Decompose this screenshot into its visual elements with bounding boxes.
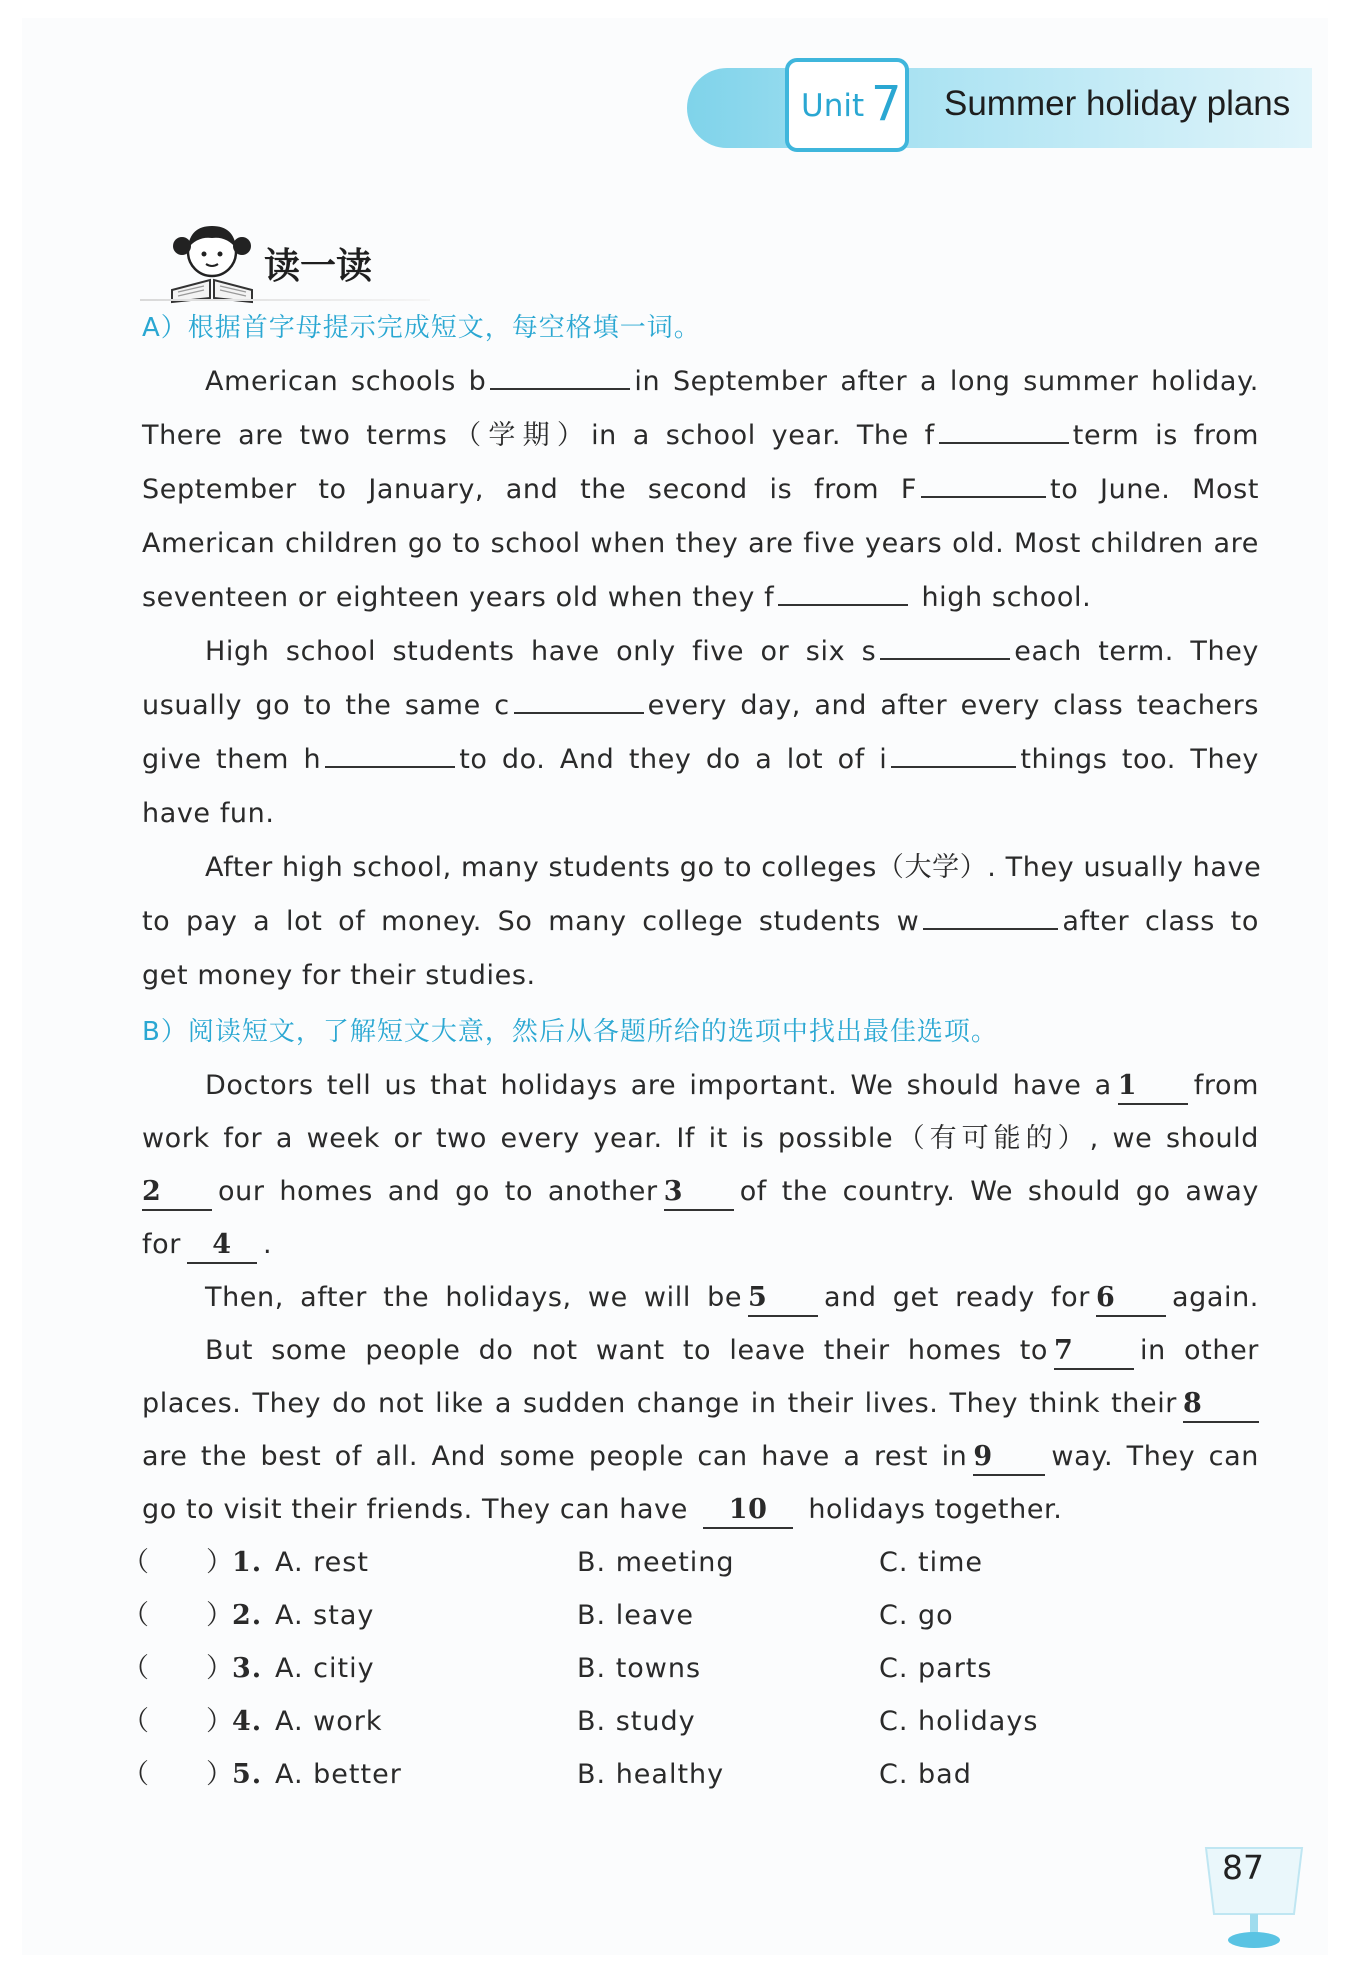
answer-blank[interactable] <box>923 928 1058 930</box>
part-b-line-7 <box>142 1384 1259 1424</box>
question-number: 2. <box>232 1600 263 1631</box>
answer-blank[interactable] <box>490 388 630 390</box>
part-a-instruction: A）根据首字母提示完成短文，每空格填一词。 <box>142 313 701 343</box>
text: high school. <box>921 582 1092 613</box>
option-c[interactable]: C. time <box>879 1547 984 1578</box>
text: . <box>262 1229 273 1260</box>
answer-blank[interactable] <box>514 712 644 714</box>
question-number: 1. <box>232 1547 263 1578</box>
option-b[interactable]: B. leave <box>577 1600 694 1631</box>
text: High school students have only five or six s <box>205 636 877 667</box>
answer-blank[interactable] <box>939 442 1069 444</box>
text: every day, and after every class teachers <box>647 690 1259 721</box>
workbook-page <box>22 18 1328 1955</box>
part-a-line-4: American children go to school when they are five years old. Most children are <box>142 528 1259 559</box>
option-c[interactable]: C. parts <box>879 1653 993 1684</box>
numbered-blank[interactable]: 3 <box>664 1175 734 1211</box>
numbered-blank[interactable]: 1 <box>1118 1069 1188 1105</box>
text: September to January, and the second is from F <box>142 474 918 505</box>
part-a-line-3 <box>142 470 1259 510</box>
text: our homes and go to another <box>218 1176 658 1207</box>
part-a-line-10: After high school, many students go to colleges（大学）. They usually have <box>205 852 1262 883</box>
text: for <box>142 1229 181 1260</box>
answer-blank[interactable] <box>921 496 1046 498</box>
part-a-line-12: get money for their studies. <box>142 960 536 991</box>
option-a[interactable]: A. work <box>275 1706 383 1737</box>
text: go to visit their friends. They can have <box>142 1494 688 1525</box>
text: Doctors tell us that holidays are important. We should have a <box>205 1070 1112 1101</box>
text: But some people do not want to leave their homes to <box>205 1335 1049 1366</box>
page-number: 87 <box>1222 1848 1264 1887</box>
unit-badge <box>785 58 909 152</box>
text: in September after a long summer holiday. <box>634 366 1259 397</box>
text: seventeen or eighteen years old when they f <box>142 582 775 613</box>
text: There are two terms（学期）in a school year. The f <box>142 420 935 451</box>
answer-blank[interactable] <box>891 766 1016 768</box>
numbered-blank[interactable]: 6 <box>1096 1281 1166 1317</box>
question-number: 3. <box>232 1653 263 1684</box>
option-a[interactable]: A. citiy <box>275 1653 375 1684</box>
question-number: 5. <box>232 1759 263 1790</box>
part-b-line-2: work for a week or two every year. If it is possible（有可能的）, we should <box>142 1123 1259 1154</box>
answer-blank[interactable] <box>325 766 455 768</box>
text: after class to <box>1062 906 1259 937</box>
text: holidays together. <box>808 1494 1063 1525</box>
part-a-line-7 <box>142 686 1259 726</box>
question-number: 4. <box>232 1706 263 1737</box>
text: things too. They <box>1020 744 1260 775</box>
part-b-line-8 <box>142 1437 1259 1477</box>
part-b-line-6 <box>205 1331 1259 1371</box>
section-divider <box>140 299 430 301</box>
unit-title: Summer holiday plans <box>944 84 1291 123</box>
numbered-blank[interactable]: 9 <box>973 1440 1045 1476</box>
numbered-blank[interactable]: 2 <box>142 1175 212 1211</box>
unit-word: Unit <box>801 88 865 124</box>
option-c[interactable]: C. holidays <box>879 1706 1039 1737</box>
numbered-blank[interactable]: 8 <box>1183 1387 1259 1423</box>
part-a-line-1 <box>205 362 1259 402</box>
text: places. They do not like a sudden change in their lives. They think their <box>142 1388 1177 1419</box>
text: again. <box>1171 1282 1259 1313</box>
part-b-line-3 <box>142 1172 1259 1212</box>
text: American schools b <box>205 366 487 397</box>
part-a-line-8 <box>142 740 1259 780</box>
text: of the country. We should go away <box>739 1176 1259 1207</box>
answer-paren[interactable]: （ ） <box>122 1653 234 1684</box>
part-b-instruction: B）阅读短文，了解短文大意，然后从各题所给的选项中找出最佳选项。 <box>142 1017 998 1047</box>
text: each term. They <box>1014 636 1259 667</box>
part-b-line-4 <box>142 1225 1259 1265</box>
text: are the best of all. And some people can have a rest in <box>142 1441 968 1472</box>
text: usually go to the same c <box>142 690 510 721</box>
part-b-line-5 <box>205 1278 1259 1318</box>
answer-paren[interactable]: （ ） <box>122 1547 234 1578</box>
text: to do. And they do a lot of i <box>459 744 888 775</box>
girl-reading-icon <box>160 218 262 304</box>
answer-blank[interactable] <box>778 604 908 606</box>
option-b[interactable]: B. healthy <box>577 1759 725 1790</box>
option-b[interactable]: B. meeting <box>577 1547 735 1578</box>
numbered-blank[interactable]: 7 <box>1054 1334 1134 1370</box>
text: give them h <box>142 744 322 775</box>
text: to June. Most <box>1050 474 1260 505</box>
part-a-line-11 <box>142 902 1259 942</box>
numbered-blank[interactable]: 10 <box>703 1493 793 1529</box>
text: from <box>1193 1070 1259 1101</box>
part-a-line-6 <box>205 632 1259 672</box>
option-b[interactable]: B. study <box>577 1706 696 1737</box>
text: way. They can <box>1051 1441 1259 1472</box>
part-b-line-9 <box>142 1490 1259 1530</box>
answer-paren[interactable]: （ ） <box>122 1759 234 1790</box>
part-a-line-2 <box>142 416 1259 456</box>
answer-paren[interactable]: （ ） <box>122 1706 234 1737</box>
numbered-blank[interactable]: 5 <box>748 1281 818 1317</box>
unit-number: 7 <box>871 76 902 132</box>
text: in other <box>1140 1335 1259 1366</box>
option-a[interactable]: A. better <box>275 1759 402 1790</box>
text: Then, after the holidays, we will be <box>205 1282 743 1313</box>
option-b[interactable]: B. towns <box>577 1653 702 1684</box>
part-a-line-5 <box>142 578 1259 618</box>
option-c[interactable]: C. go <box>879 1600 954 1631</box>
section-title: 读一读 <box>264 245 373 287</box>
part-b-line-1 <box>205 1066 1259 1106</box>
answer-blank[interactable] <box>880 658 1010 660</box>
option-a[interactable]: A. rest <box>275 1547 369 1578</box>
option-c[interactable]: C. bad <box>879 1759 972 1790</box>
numbered-blank[interactable]: 4 <box>187 1228 257 1264</box>
part-a-line-9: have fun. <box>142 798 275 829</box>
text: to pay a lot of money. So many college students w <box>142 906 920 937</box>
text: and get ready for <box>824 1282 1090 1313</box>
answer-paren[interactable]: （ ） <box>122 1600 234 1631</box>
text: term is from <box>1072 420 1259 451</box>
option-a[interactable]: A. stay <box>275 1600 375 1631</box>
